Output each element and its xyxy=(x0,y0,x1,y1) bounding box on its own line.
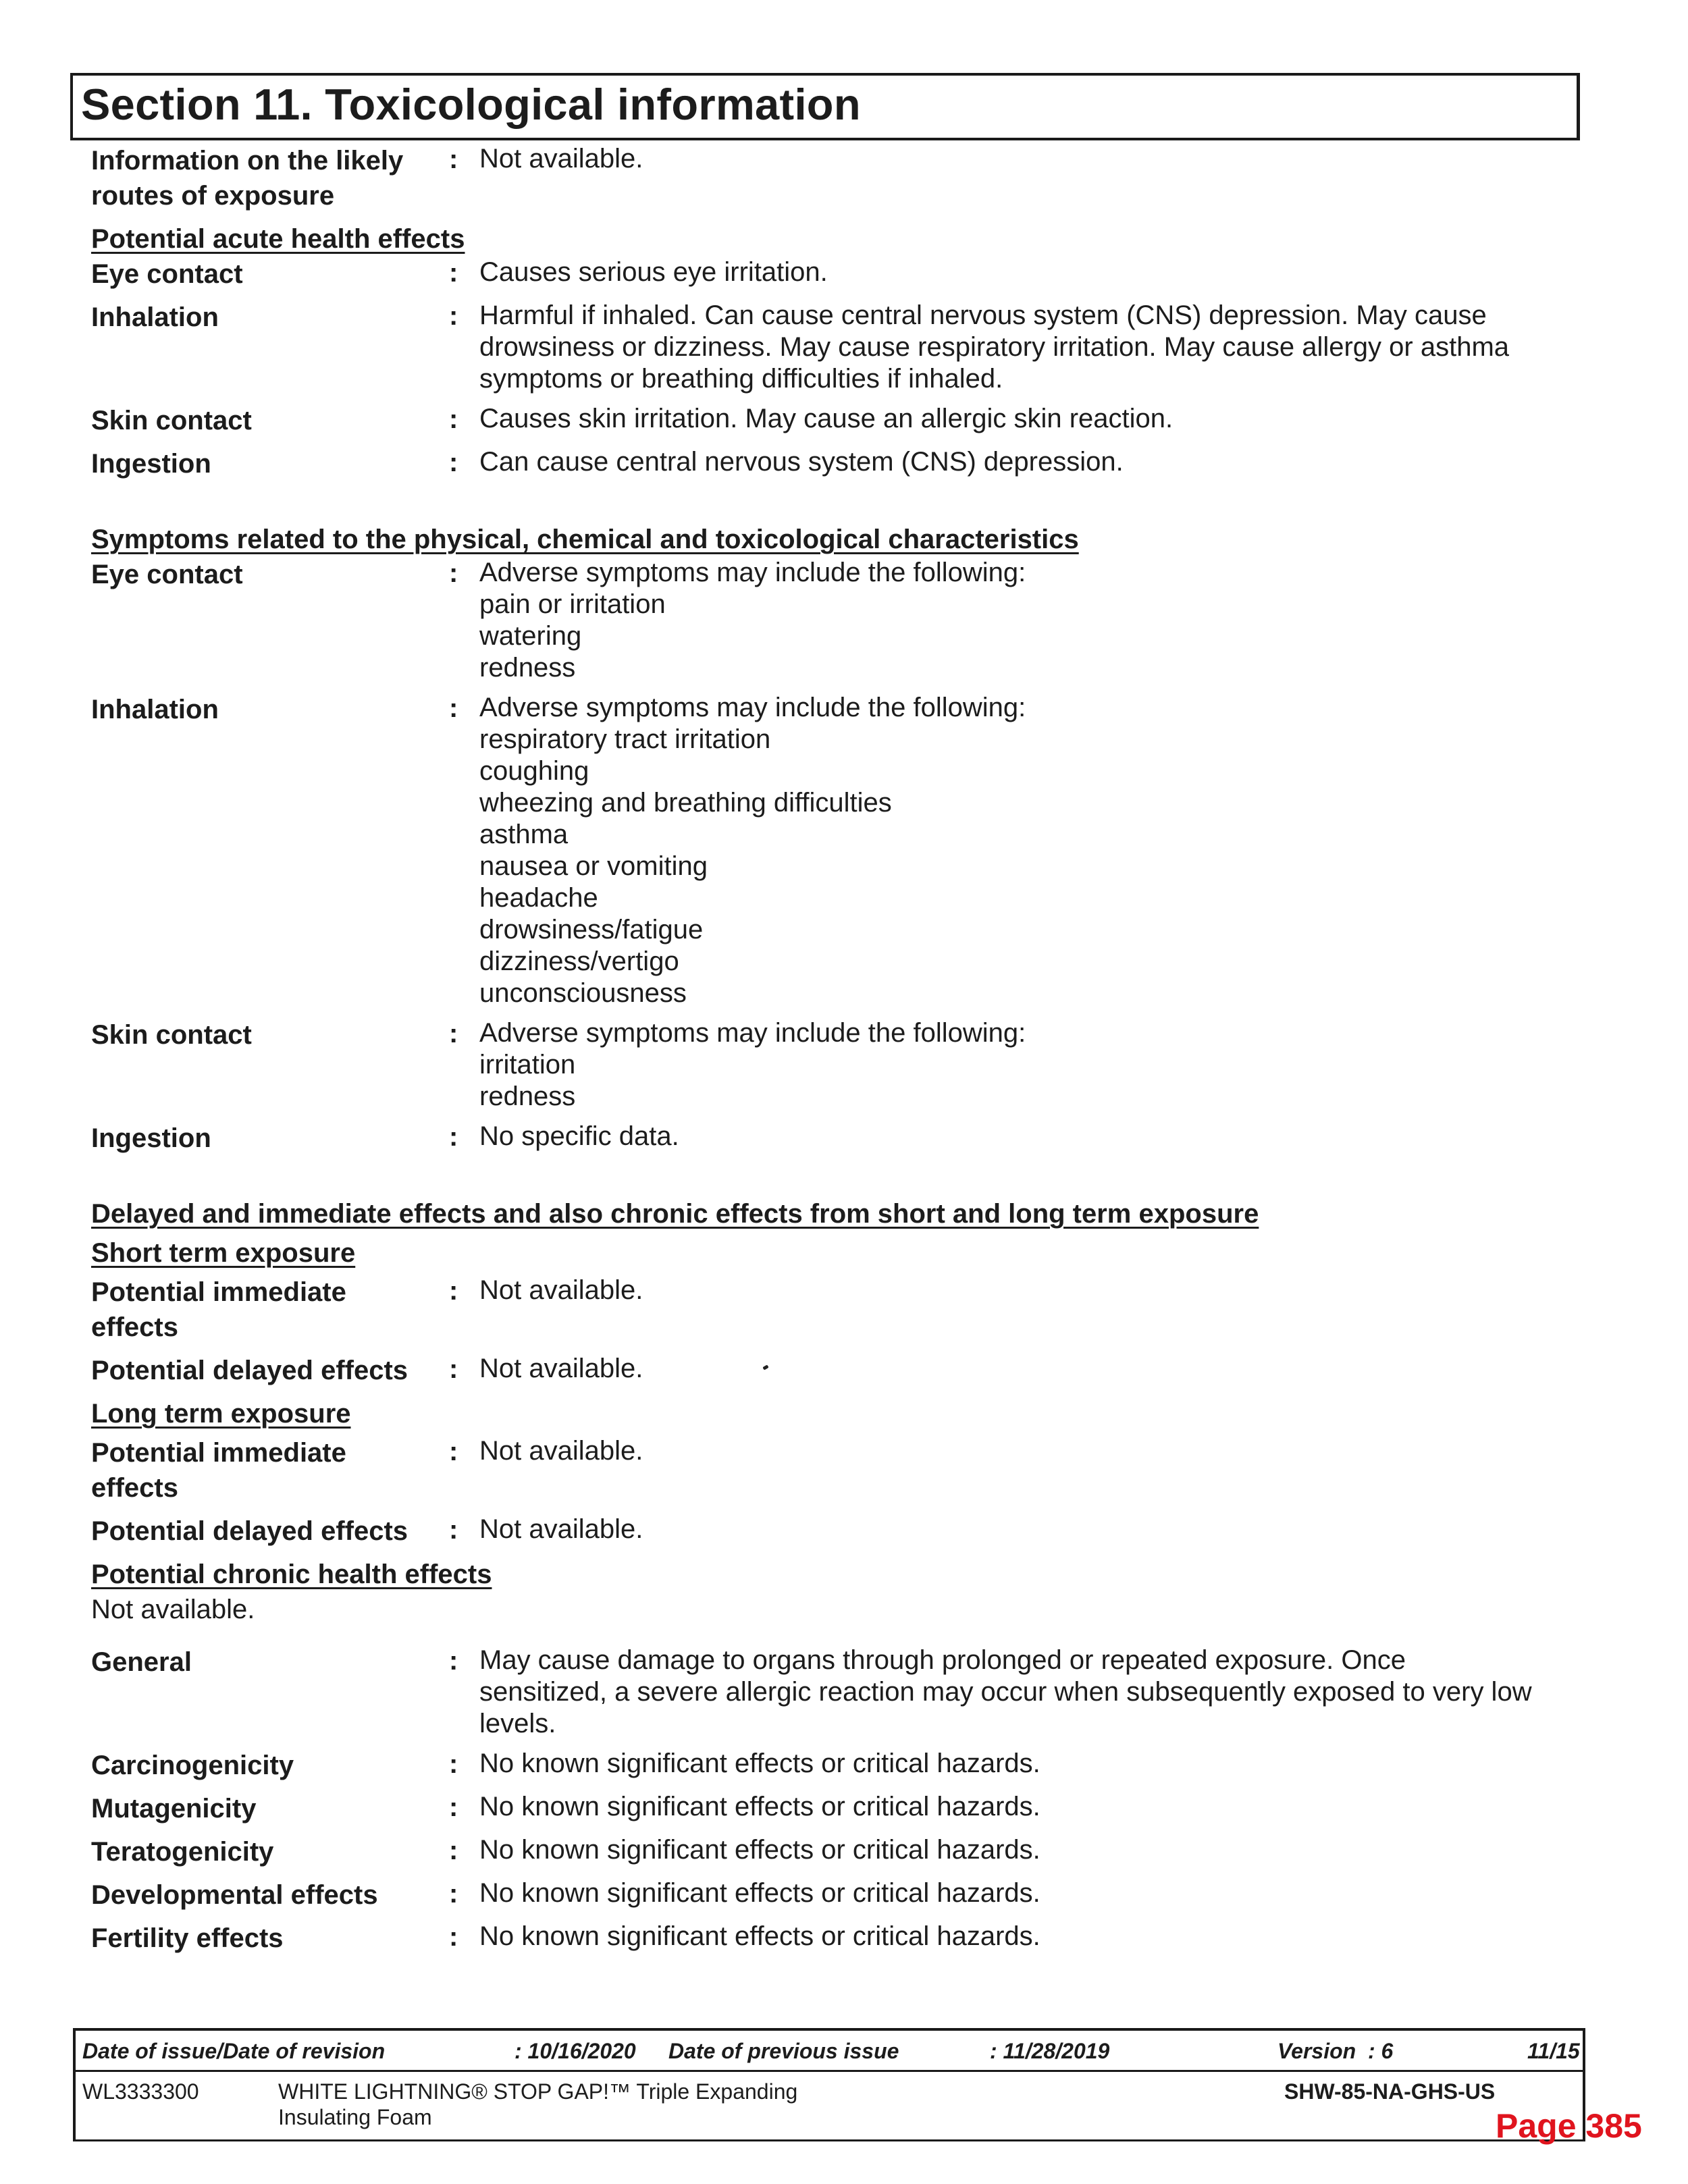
long-term-immediate-row xyxy=(91,1435,1577,1506)
colon: : xyxy=(449,1922,458,1952)
colon: : xyxy=(449,448,458,477)
acute-value-eye xyxy=(479,257,1560,288)
chronic-label-teratogenicity: Teratogenicity xyxy=(91,1837,274,1867)
value-line: asthma xyxy=(479,820,569,849)
acute-value-skin xyxy=(479,403,1560,435)
colon: : xyxy=(449,404,458,434)
colon: : xyxy=(449,1437,458,1466)
chronic-value-teratogenicity xyxy=(479,1834,1560,1866)
chronic-heading: Potential chronic health effects xyxy=(91,1560,492,1589)
symptoms-row-inhalation xyxy=(91,692,1577,1009)
value-line: levels. xyxy=(479,1709,556,1738)
acute-row-ingestion xyxy=(91,446,1577,481)
value-line: No known significant effects or critical hazards. xyxy=(479,1749,1040,1778)
chronic-row-carcinogenicity xyxy=(91,1748,1577,1783)
chronic-label-developmental: Developmental effects xyxy=(91,1880,378,1910)
acute-list xyxy=(91,257,1577,481)
delayed-heading: Delayed and immediate effects and also chronic effects from short and long term exposure xyxy=(91,1199,1259,1229)
routes-row xyxy=(91,143,1577,213)
page-of: 11/15 xyxy=(1527,2039,1580,2063)
chronic-row-general xyxy=(91,1645,1577,1740)
colon: : xyxy=(449,558,458,588)
value-line: May cause damage to organs through prolonged or repeated exposure. Once xyxy=(479,1645,1406,1675)
colon: : xyxy=(449,1836,458,1865)
version-label: Version xyxy=(1277,2039,1356,2063)
version-value: : 6 xyxy=(1368,2039,1394,2063)
chronic-label-fertility: Fertility effects xyxy=(91,1923,284,1953)
chronic-value-carcinogenicity xyxy=(479,1748,1560,1780)
value-line: symptoms or breathing difficulties if inhaled. xyxy=(479,364,1003,394)
colon: : xyxy=(449,258,458,288)
colon: : xyxy=(449,1792,458,1822)
value-line: Harmful if inhaled. Can cause central nervous system (CNS) depression. May cause xyxy=(479,300,1487,330)
acute-value-inhalation xyxy=(479,300,1560,395)
value-line: nausea or vomiting xyxy=(479,851,708,881)
value-line: coughing xyxy=(479,756,589,786)
section-header-box xyxy=(70,73,1580,140)
chronic-label-mutagenicity: Mutagenicity xyxy=(91,1794,257,1823)
chronic-value-developmental xyxy=(479,1877,1560,1909)
value-line: No specific data. xyxy=(479,1121,679,1151)
short-term-delayed-label: Potential delayed effects xyxy=(91,1356,408,1385)
section-title: Section 11. Toxicological information xyxy=(81,80,861,129)
chronic-list xyxy=(91,1645,1577,1956)
value-line: pain or irritation xyxy=(479,589,666,619)
acute-value-ingestion xyxy=(479,446,1560,478)
chronic-value-mutagenicity xyxy=(479,1791,1560,1823)
long-term-delayed-value: Not available. xyxy=(479,1514,643,1544)
long-term-immediate-label: Potential immediate effects xyxy=(91,1438,346,1503)
product-name-line1: WHITE LIGHTNING® STOP GAP!™ Triple Expanding xyxy=(278,2079,798,2104)
colon: : xyxy=(449,693,458,723)
colon: : xyxy=(449,1515,458,1545)
value-line: No known significant effects or critical hazards. xyxy=(479,1921,1040,1951)
value-line: Can cause central nervous system (CNS) depression. xyxy=(479,447,1124,477)
footer-box xyxy=(73,2028,1585,2141)
acute-row-eye xyxy=(91,257,1577,292)
value-line: redness xyxy=(479,653,576,683)
acute-label-skin: Skin contact xyxy=(91,406,252,435)
value-line: Causes skin irritation. May cause an allergic skin reaction. xyxy=(479,404,1173,433)
colon: : xyxy=(449,1879,458,1909)
value-line: sensitized, a severe allergic reaction may occur when subsequently exposed to very low xyxy=(479,1677,1532,1707)
value-line: Adverse symptoms may include the following: xyxy=(479,1018,1026,1048)
long-term-immediate-value: Not available. xyxy=(479,1436,643,1466)
colon: : xyxy=(449,301,458,331)
value-line: Causes serious eye irritation. xyxy=(479,257,828,287)
chronic-row-developmental xyxy=(91,1877,1577,1913)
colon: : xyxy=(449,1122,458,1152)
value-line: No known significant effects or critical hazards. xyxy=(479,1835,1040,1865)
acute-label-eye: Eye contact xyxy=(91,259,243,289)
value-line: wheezing and breathing difficulties xyxy=(479,788,892,818)
page-number-stamp: Page 385 xyxy=(1496,2107,1642,2145)
value-line: irritation xyxy=(479,1050,576,1080)
acute-row-skin xyxy=(91,403,1577,438)
chronic-value-fertility xyxy=(479,1921,1560,1952)
colon: : xyxy=(449,1019,458,1048)
symptoms-label-skin: Skin contact xyxy=(91,1020,252,1050)
chronic-row-mutagenicity xyxy=(91,1791,1577,1826)
chronic-label-general: General xyxy=(91,1647,192,1677)
routes-label: Information on the likely routes of exposure xyxy=(91,146,404,211)
value-line: headache xyxy=(479,883,598,913)
chronic-row-fertility xyxy=(91,1921,1577,1956)
long-term-delayed-row xyxy=(91,1514,1577,1549)
section-content xyxy=(91,143,1577,1964)
symptoms-value-eye xyxy=(479,557,1560,684)
product-code: WL3333300 xyxy=(82,2079,199,2104)
short-term-immediate-row xyxy=(91,1275,1577,1345)
long-term-heading: Long term exposure xyxy=(91,1399,351,1429)
issue-date-value: : 10/16/2020 xyxy=(515,2039,636,2063)
value-line: redness xyxy=(479,1082,576,1111)
acute-heading: Potential acute health effects xyxy=(91,224,465,254)
symptoms-value-ingestion xyxy=(479,1121,1560,1152)
issue-date-label: Date of issue/Date of revision xyxy=(82,2039,386,2063)
value-line: respiratory tract irritation xyxy=(479,724,771,754)
value-line: watering xyxy=(479,621,582,651)
value-line: No known significant effects or critical hazards. xyxy=(479,1878,1040,1908)
value-line: drowsiness or dizziness. May cause respiratory irritation. May cause allergy or asthma xyxy=(479,332,1510,362)
acute-label-ingestion: Ingestion xyxy=(91,449,211,479)
long-term-delayed-label: Potential delayed effects xyxy=(91,1516,408,1546)
symptoms-row-eye xyxy=(91,557,1577,684)
value-line: No known significant effects or critical hazards. xyxy=(479,1792,1040,1821)
colon: : xyxy=(449,1646,458,1676)
routes-value: Not available. xyxy=(479,144,643,174)
footer-divider xyxy=(76,2070,1583,2072)
colon: : xyxy=(449,1276,458,1306)
short-term-immediate-value: Not available. xyxy=(479,1275,643,1305)
chronic-label-carcinogenicity: Carcinogenicity xyxy=(91,1751,294,1780)
colon: : xyxy=(449,1749,458,1779)
chronic-value-general xyxy=(479,1645,1560,1740)
short-term-immediate-label: Potential immediate effects xyxy=(91,1277,346,1342)
previous-issue-label: Date of previous issue xyxy=(668,2039,899,2063)
symptoms-row-ingestion xyxy=(91,1121,1577,1156)
document-id: SHW-85-NA-GHS-US xyxy=(1284,2079,1496,2104)
colon: : xyxy=(449,1354,458,1384)
symptoms-heading: Symptoms related to the physical, chemical and toxicological characteristics xyxy=(91,525,1079,554)
value-line: Adverse symptoms may include the following: xyxy=(479,558,1026,587)
short-term-delayed-row xyxy=(91,1353,1577,1388)
previous-issue-value: : 11/28/2019 xyxy=(990,2039,1110,2063)
short-term-delayed-value: Not available. xyxy=(479,1354,643,1383)
chronic-note: Not available. xyxy=(91,1595,255,1624)
product-name-line2: Insulating Foam xyxy=(278,2105,432,2129)
symptoms-list xyxy=(91,557,1577,1156)
symptoms-label-eye: Eye contact xyxy=(91,560,243,589)
symptoms-label-inhalation: Inhalation xyxy=(91,695,219,724)
value-line: dizziness/vertigo xyxy=(479,947,679,976)
symptoms-row-skin xyxy=(91,1017,1577,1113)
colon: : xyxy=(449,144,458,174)
acute-row-inhalation xyxy=(91,300,1577,395)
value-line: Adverse symptoms may include the following: xyxy=(479,693,1026,722)
symptoms-label-ingestion: Ingestion xyxy=(91,1123,211,1153)
value-line: unconsciousness xyxy=(479,978,687,1008)
acute-label-inhalation: Inhalation xyxy=(91,302,219,332)
symptoms-value-skin xyxy=(479,1017,1560,1113)
short-term-heading: Short term exposure xyxy=(91,1238,356,1268)
symptoms-value-inhalation xyxy=(479,692,1560,1009)
value-line: drowsiness/fatigue xyxy=(479,915,704,944)
chronic-row-teratogenicity xyxy=(91,1834,1577,1869)
